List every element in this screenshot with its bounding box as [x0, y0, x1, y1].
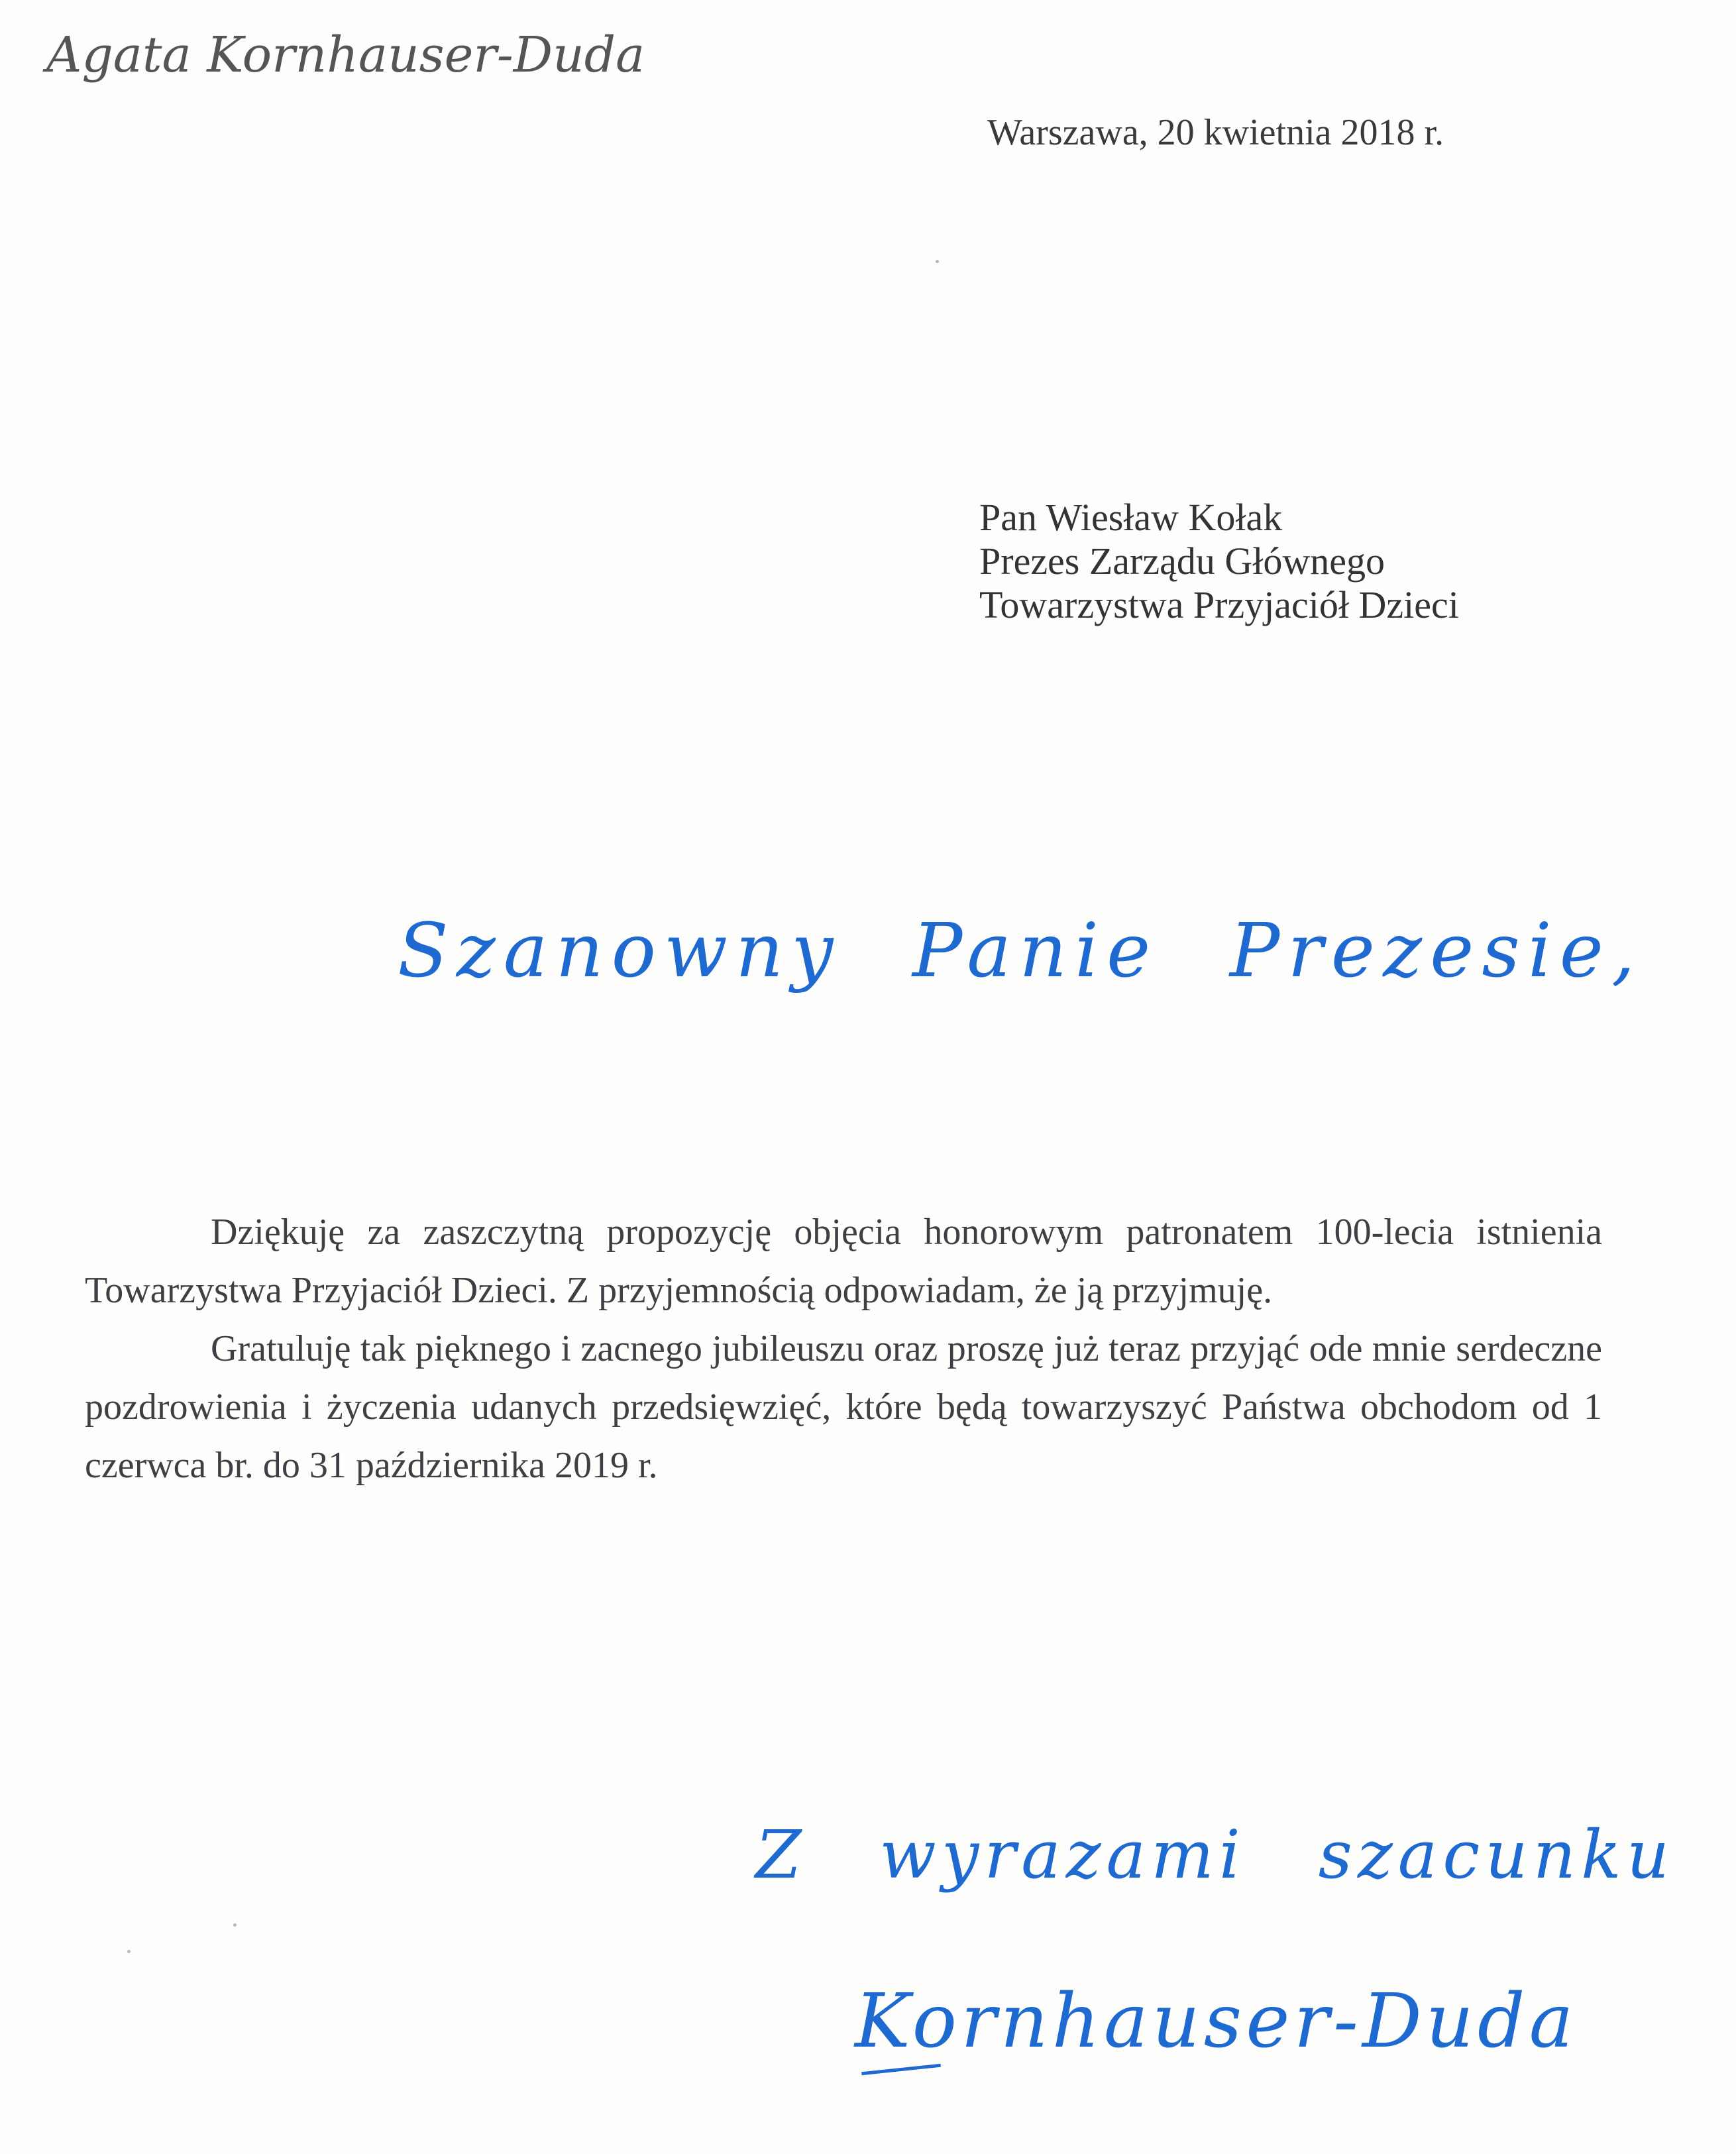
scan-speck	[936, 260, 939, 263]
body-paragraph: Dziękuję za zaszczytną propozycję objęcia honorowym patronatem 100-lecia istnienia Towarzystwa Przyjaciół Dzieci. Z przyjemnością odpowiadam, że ją przyjmuję.	[85, 1212, 1602, 1311]
recipient-name: Pan Wiesław Kołak	[979, 496, 1283, 539]
body-paragraph: Gratuluję tak pięknego i zacnego jubileuszu oraz proszę już teraz przyjąć ode mnie serdeczne pozdrowienia i życzenia udanych przedsięwzięć, które będą towarzyszyć Państwa obchodom od 1 czerwca br. do 31 października 2019 r.	[85, 1328, 1602, 1486]
scan-speck	[233, 1923, 237, 1927]
recipient-address-block	[979, 496, 1459, 627]
handwritten-closing: Z wyrazami szacunku	[755, 1816, 1675, 1894]
letterhead-name: Agata Kornhauser-Duda	[46, 27, 645, 84]
handwritten-salutation: Szanowny Panie Prezesie,	[398, 908, 1643, 994]
signature-flourish	[861, 2064, 941, 2076]
handwritten-signature: Kornhauser-Duda	[855, 1978, 1578, 2065]
letter-body	[85, 1203, 1602, 1495]
recipient-title: Prezes Zarządu Głównego	[979, 539, 1385, 583]
scan-speck	[127, 1950, 131, 1953]
recipient-organization: Towarzystwa Przyjaciół Dzieci	[979, 583, 1459, 626]
place-and-date: Warszawa, 20 kwietnia 2018 r.	[987, 112, 1444, 153]
